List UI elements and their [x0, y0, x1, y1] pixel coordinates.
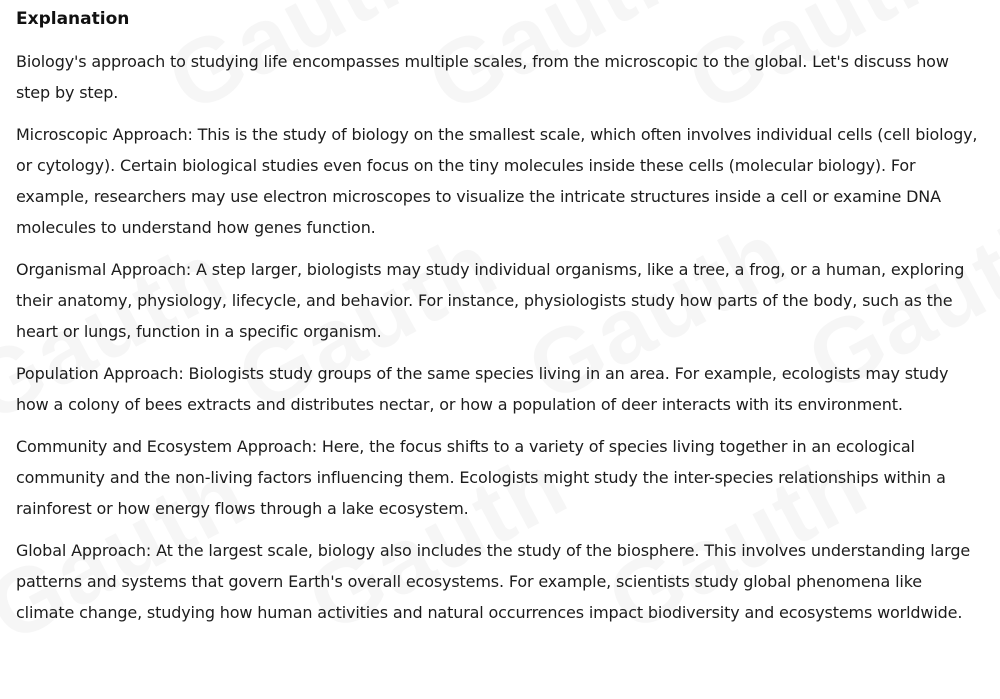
- explanation-heading: Explanation: [16, 9, 130, 29]
- organismal-approach-paragraph: Organismal Approach: A step larger, biologists may study individual organisms, like a tree, a frog, or a human, exploring their anatomy, physiology, lifecycle, and behavior. For instance, physiologists study how parts of the body, such as the heart or lungs, function in a specific organism.: [16, 260, 965, 341]
- microscopic-approach-paragraph: Microscopic Approach: This is the study of biology on the smallest scale, which often involves individual cells (cell biology, or cytology). Certain biological studies even focus on the tiny molecules inside these cells (molecular biology). For example, researchers may use electron microscopes to visualize the intricate structures inside a cell or examine DNA molecules to understand how genes function.: [16, 125, 978, 237]
- intro-paragraph: Biology's approach to studying life encompasses multiple scales, from the microscopic to the global. Let's discuss how step by step.: [16, 52, 949, 102]
- global-approach-paragraph: Global Approach: At the largest scale, biology also includes the study of the biosphere. This involves understanding large patterns and systems that govern Earth's overall ecosystems. For example, scientists study global phenomena like climate change, studying how human activities and natural occurrences impact biodiversity and ecosystems worldwide.: [16, 541, 971, 622]
- community-ecosystem-approach-paragraph: Community and Ecosystem Approach: Here, the focus shifts to a variety of species living together in an ecological community and the non-living factors influencing them. Ecologists might study the inter-species relationships within a rainforest or how energy flows through a lake ecosystem.: [16, 437, 946, 518]
- population-approach-paragraph: Population Approach: Biologists study groups of the same species living in an area. For example, ecologists may study how a colony of bees extracts and distributes nectar, or how a population of deer interacts with its environment.: [16, 364, 949, 414]
